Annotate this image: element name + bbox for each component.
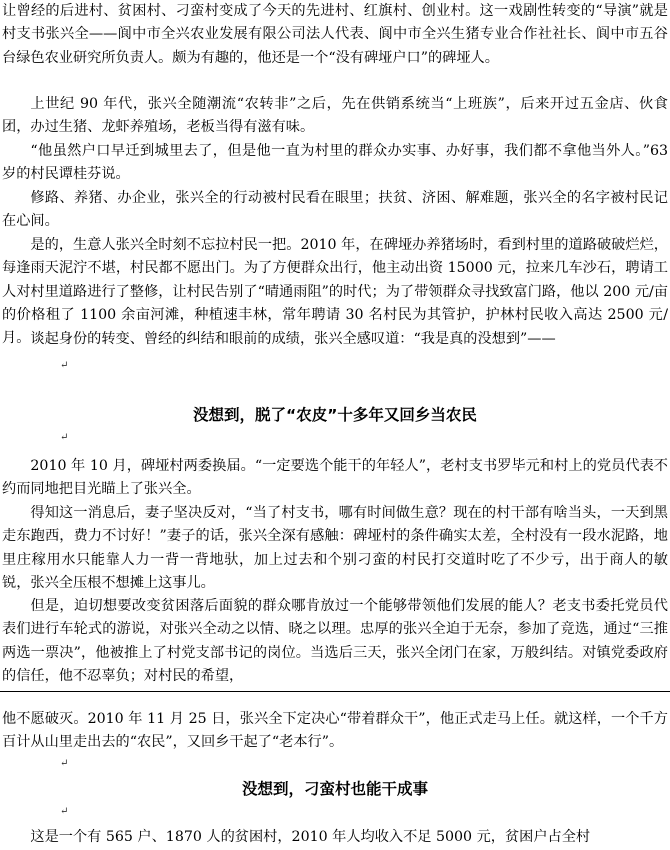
paragraph-reflection: 谈起身份的转变、曾经的纠结和眼前的成绩，张兴全感叹道：“我是真的没想到”—— (30, 331, 556, 347)
paragraph-persuasion: 但是，迫切想要改变贫困落后面貌的群众哪肯放过一个能够带领他们发展的能人？老支书委托党员代表们进行车轮式的游说，对张兴全动之以情、晓之以理。忠厚的张兴全迫于无奈，参加了竞选，通过“三推两选一票决”，他被推上了村党支部书记的岗位。当选后三天，张兴全闭门在家，万般纠结。对镇党委政府的信任，他不忍辜负；对村民的希望， (2, 598, 668, 684)
paragraph-intro: 让曾经的后进村、贫困村、刁蛮村变成了今天的先进村、红旗村、创业村。这一戏剧性转变的“导演”就是村支书张兴全——阆中市全兴农业发展有限公司法人代表、阆中市全兴生猪专业合作社社长、阆中市五谷台绿色农业研究所负责人。颇为有趣的，他还是一个“没有碑垭户口”的碑垭人。 (2, 3, 668, 66)
paragraph-election: 2010 年 10 月，碑垭村两委换届。“一定要选个能干的年轻人”，老村支书罗毕元和村上的党员代表不约而同地把目光瞄上了张兴全。 (2, 458, 668, 498)
paragraph-actions: 修路、养猪、办企业，张兴全的行动被村民看在眼里；扶贫、济困、解难题，张兴全的名字被村民记在心间。 (2, 190, 668, 230)
paragraph-wife-objection: 得知这一消息后，妻子坚决反对，“当了村支书，哪有时间做生意？现在的村干部有啥当头，一天到黑走东跑西，费力不讨好！”妻子的话，张兴全深有感触：碑垭村的条件确实太差，全村没有一段水泥路，地里庄稼用水只能靠人力一背一背地驮，加上过去和个别刁蛮的村民打交道时吃了不少亏，出于商人的敏锐，张兴全压根不想摊上这事儿。 (2, 505, 668, 591)
section-heading-2: 没想到，刁蛮村也能干成事 (241, 780, 428, 798)
paragraph-90s: 上世纪 90 年代，张兴全随潮流“农转非”之后，先在供销系统当“上班族”，后来开过五金店、伙食团，办过生猪、龙虾养殖场，老板当得有滋有味。 (2, 96, 668, 136)
paragraph-business: 是的，生意人张兴全时刻不忘拉村民一把。2010 年，在碑垭办养猪场时，看到村里的道路破破烂烂，每逢雨天泥泞不堪，村民都不愿出门。为了方便群众出行，他主动出资 15000 元，拉来几车沙石，聘请工人对村里道路进行了整修，让村民告别了“晴通雨阻”的时代；为了带领群众寻找致富门路，他以 200 元/亩的价格租了 1100 余亩河滩，种植速丰林，常年聘请 30 名村民为其管护，护林村民收入高达 2500 元/月。 (2, 237, 668, 347)
empty-paragraph-mark: ↵ (60, 360, 69, 371)
page-break-line (0, 691, 670, 692)
section-heading-1: 没想到，脱了“农皮”十多年又回乡当农民 (193, 406, 477, 424)
empty-paragraph-mark: ↵ (60, 758, 69, 769)
empty-paragraph-mark: ↵ (60, 432, 69, 443)
empty-paragraph-mark: ↵ (60, 806, 69, 817)
paragraph-village-stats: 这是一个有 565 户、1870 人的贫困村，2010 年人均收入不足 5000 元，贫困户占全村 (30, 829, 591, 845)
paragraph-took-office: 他不愿破灭。2010 年 11 月 25 日，张兴全下定决心“带着群众干”，他正式走马上任。就这样，一个千方百计从山里走出去的“农民”，又回乡干起了“老本行”。 (2, 711, 668, 751)
paragraph-villager-quote: “他虽然户口早迁到城里去了，但是他一直为村里的群众办实事、办好事，我们都不拿他当外人。”63 岁的村民谭桂芬说。 (2, 143, 668, 183)
